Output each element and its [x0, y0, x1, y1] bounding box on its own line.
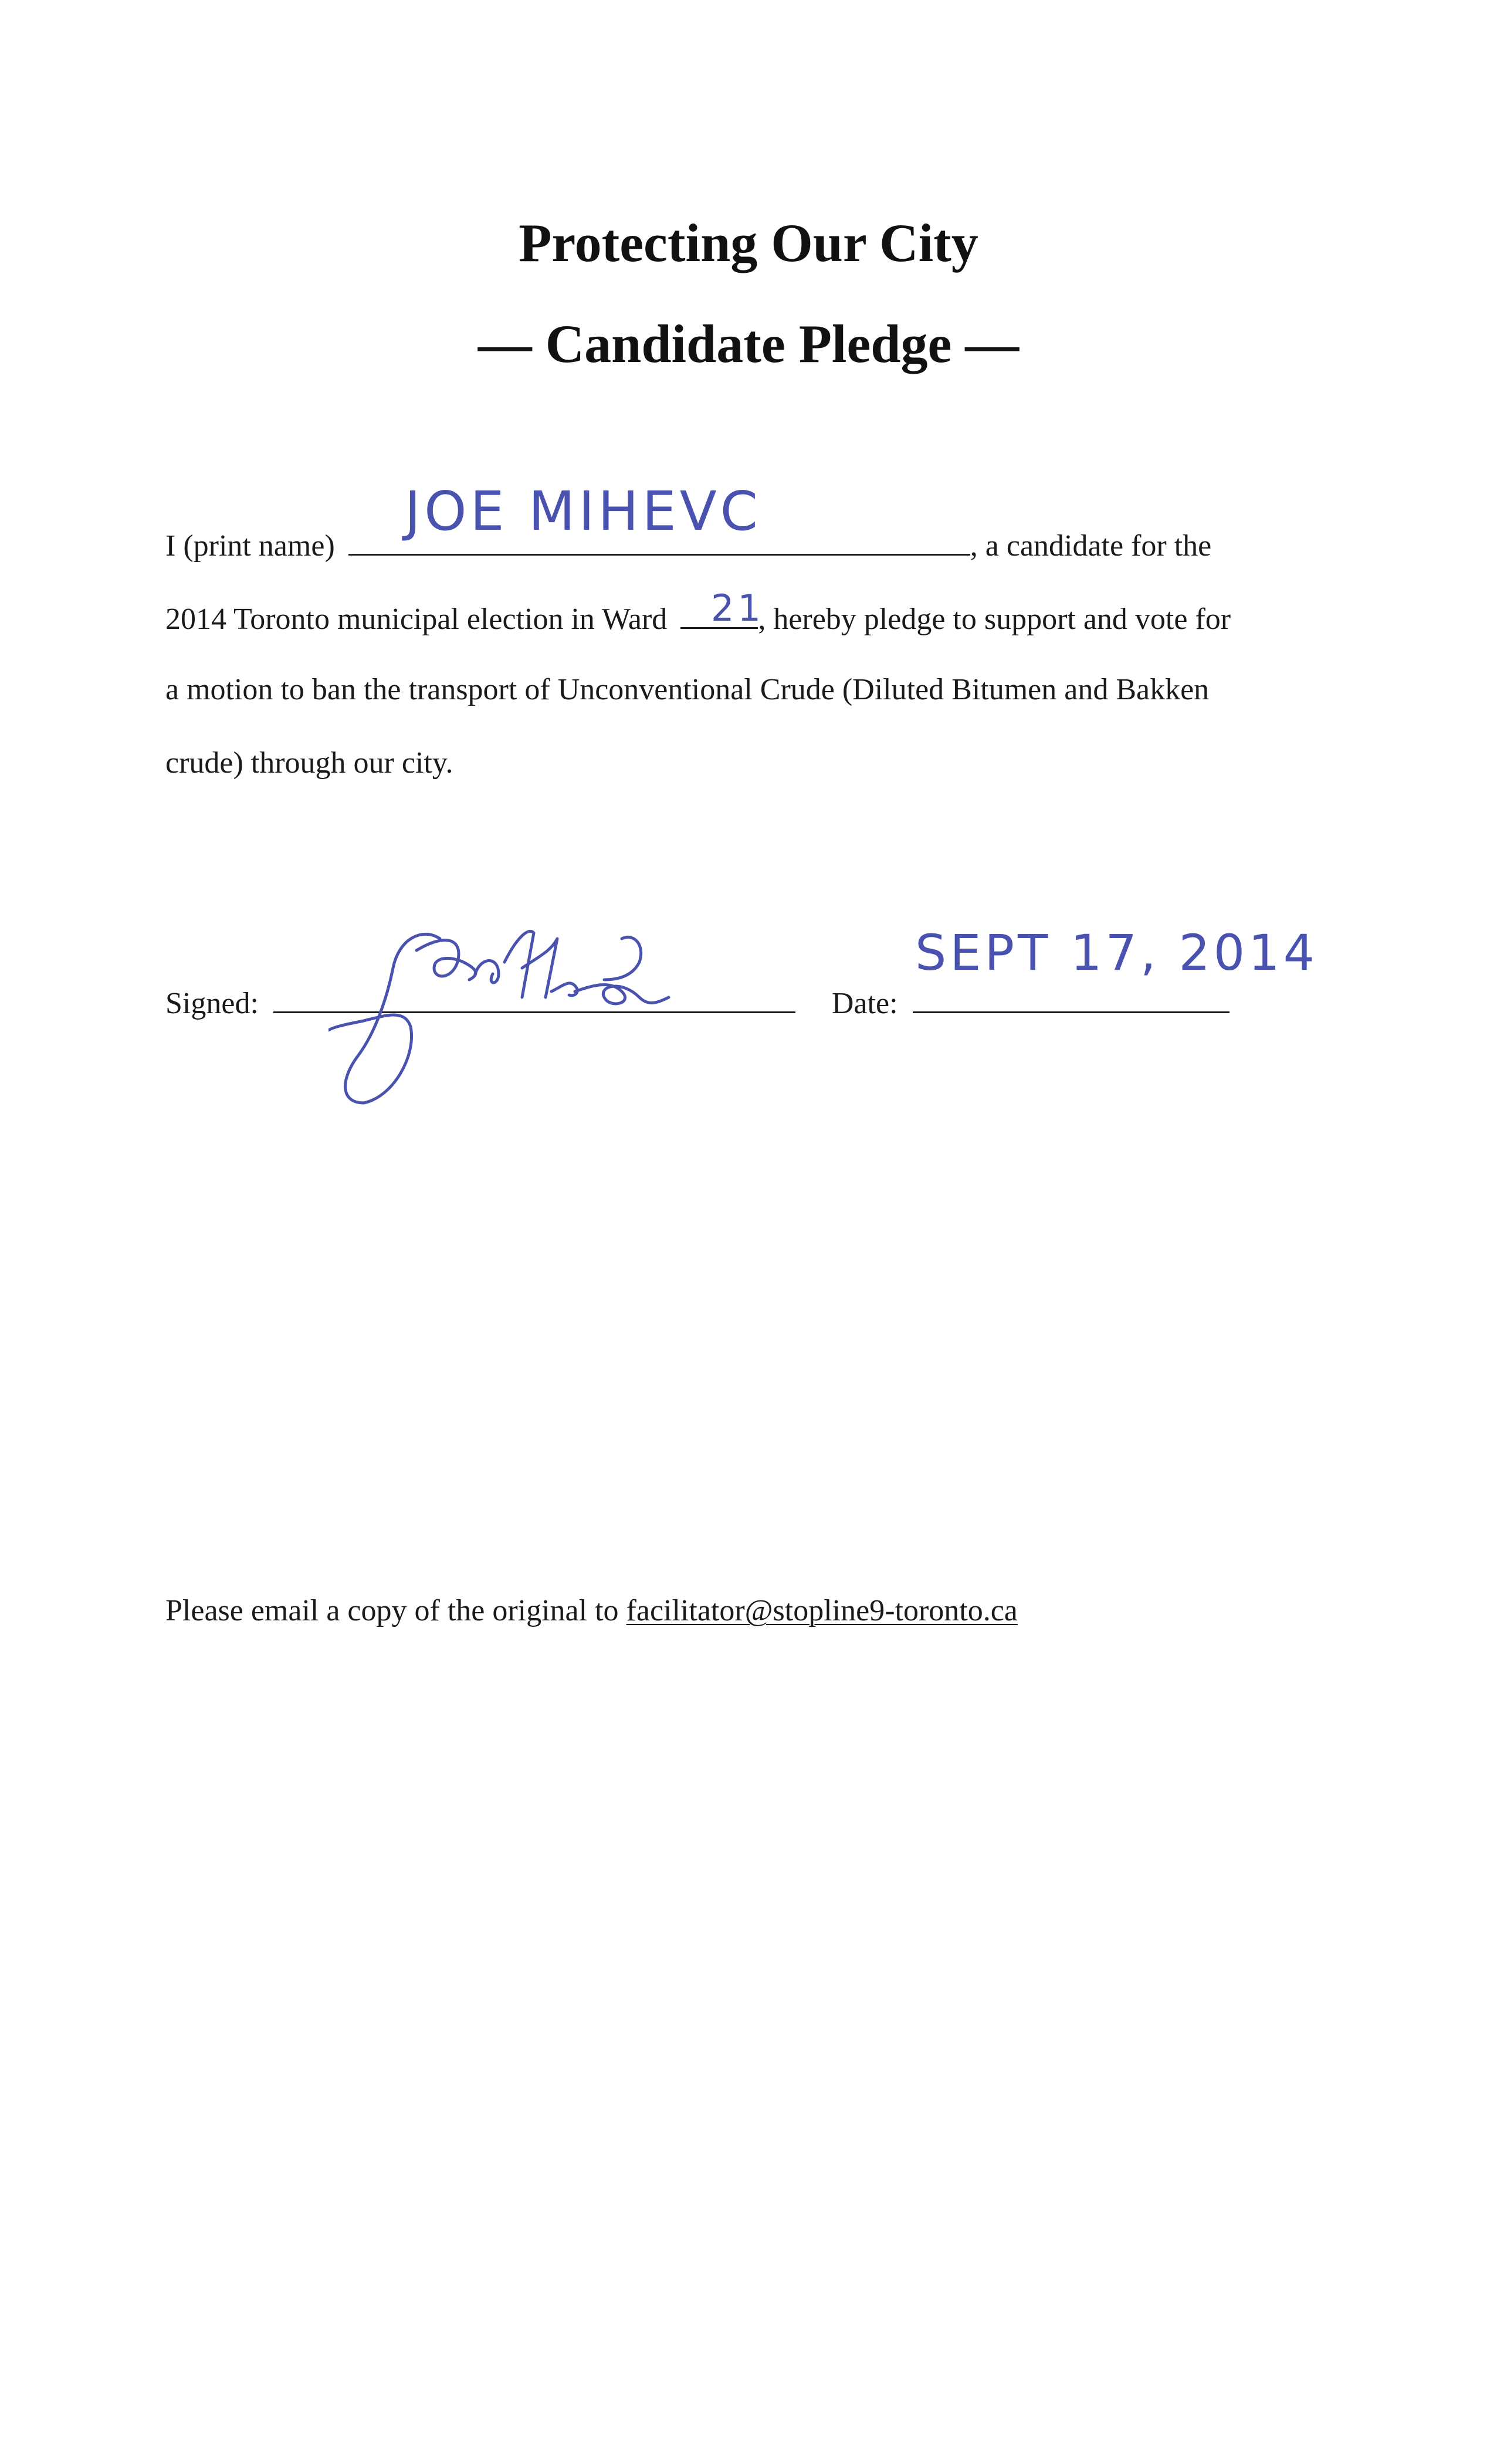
signature-line — [165, 986, 1230, 1019]
date-label: Date: — [831, 987, 898, 1020]
email-link[interactable]: facilitator@stopline9-toronto.ca — [626, 1594, 1018, 1627]
handwritten-name: JOE MIHEVC — [405, 480, 761, 543]
pledge-line-crude: crude) through our city. — [165, 746, 453, 780]
document-title: Protecting Our City — [519, 213, 978, 273]
pledge-text: , hereby pledge to support and vote for — [758, 603, 1231, 636]
pledge-line-motion: a motion to ban the transport of Unconventional Crude (Diluted Bitumen and Bakken — [165, 673, 1210, 706]
pledge-line-ward — [165, 601, 1231, 635]
date-field[interactable] — [913, 986, 1230, 1013]
signed-label: Signed: — [165, 987, 259, 1020]
handwritten-date: SEPT 17, 2014 — [915, 924, 1319, 981]
election-text: 2014 Toronto municipal election in Ward — [165, 603, 668, 636]
footer-instruction — [165, 1596, 1018, 1626]
document-subtitle: — Candidate Pledge — — [477, 314, 1020, 374]
print-name-label: I (print name) — [165, 529, 335, 563]
handwritten-ward: 21 — [711, 587, 764, 629]
candidate-text: , a candidate for the — [970, 529, 1212, 563]
handwritten-signature — [328, 915, 692, 1115]
email-instruction: Please email a copy of the original to — [165, 1594, 619, 1627]
